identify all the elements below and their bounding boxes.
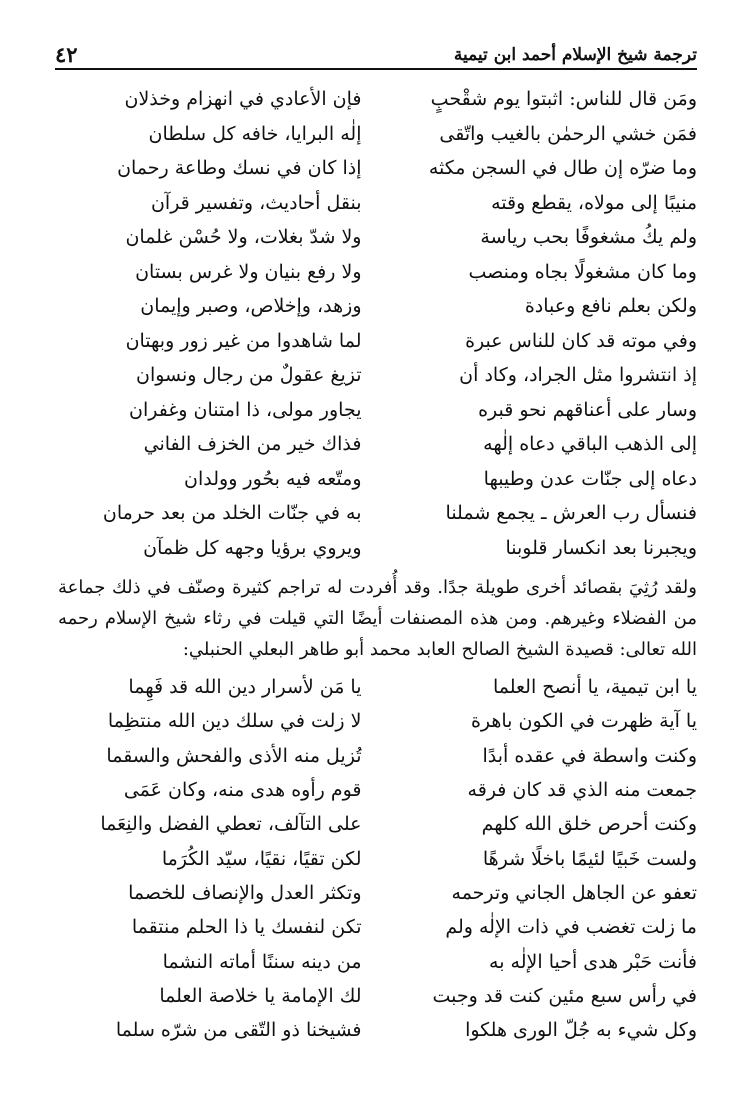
- verse-first-hemistich: ما زلت تغضب في ذات الإلٰه ولم: [445, 916, 697, 939]
- verse-second-hemistich: لكن تقيًا، نقيًا، سيّد الكُرَما: [161, 847, 362, 870]
- verse-second-hemistich: إذا كان في نسك وطاعة رحمان: [117, 157, 362, 180]
- verse-first-hemistich: فمَن خشي الرحمٰن بالغيب واتّقى: [439, 122, 697, 145]
- verse-first-hemistich: وسار على أعناقهم نحو قبره: [478, 398, 697, 421]
- verse-first-hemistich: وكنت أحرص خلق الله كلهم: [481, 813, 697, 836]
- verse-first-hemistich: ولم يكُ مشغوفًا بحب رياسة: [480, 226, 697, 249]
- verse-first-hemistich: وكل شيء به جُلّ الورى هلكوا: [465, 1019, 697, 1042]
- verse-first-hemistich: فنسأل رب العرش ـ يجمع شملنا: [445, 502, 697, 525]
- verse-second-hemistich: وزهد، وإخلاص، وصبر وإيمان: [140, 295, 362, 318]
- verse-first-hemistich: إلى الذهب الباقي دعاه إلٰهه: [483, 433, 697, 456]
- verse-second-hemistich: من دينه سننًا أماته النشما: [162, 950, 362, 973]
- running-title: ترجمة شيخ الإسلام أحمد ابن تيمية: [453, 45, 697, 65]
- verse-first-hemistich: ومَن قال للناس: اثبتوا يوم شقْحبٍ: [430, 88, 697, 111]
- verse-first-hemistich: ويجبرنا بعد انكسار قلوبنا: [505, 536, 697, 559]
- verse-second-hemistich: يا مَن لأسرار دين الله قد فَهِما: [128, 676, 362, 699]
- verse-first-hemistich: يا آية ظهرت في الكون باهرة: [470, 710, 697, 733]
- verse-second-hemistich: تزيغ عقولٌ من رجال ونسوان: [135, 364, 362, 387]
- verse-second-hemistich: ويروي برؤيا وجهه كل ظمآن: [143, 536, 362, 559]
- verse-second-hemistich: على التآلف، تعطي الفضل والنِعَما: [100, 813, 362, 836]
- verse-first-hemistich: ولكن بعلم نافع وعبادة: [524, 295, 697, 318]
- verse-first-hemistich: وما كان مشغولًا بجاه ومنصب: [468, 260, 697, 283]
- prose-text: ولقد رُثِيَ بقصائد أخرى طويلة جدًا. وقد أُفردت له تراجم كثيرة وصنّف في ذلك جماعة من الفضلاء وغيرهم. ومن هذه المصنفات أيضًا التي قيلت في رثاء شيخ الإسلام رحمه الله تعالى: قصيدة الشيخ الصالح العابد محمد أبو طاهر البعلي الحنبلي:: [58, 577, 697, 660]
- verse-second-hemistich: بنقل أحاديث، وتفسير قرآن: [150, 191, 362, 214]
- verse-second-hemistich: فإن الأعادي في انهزام وخذلان: [124, 88, 362, 111]
- prose-paragraph: [58, 572, 697, 665]
- verse-second-hemistich: ولا شدّ بغلات، ولا حُسْن غلمان: [125, 226, 362, 249]
- verse-second-hemistich: قوم رأوه هدى منه، وكان عَمَى: [123, 779, 362, 802]
- verse-first-hemistich: دعاه إلى جنّات عدن وطيبها: [483, 467, 697, 490]
- elegy-poem: [58, 82, 697, 565]
- verse-first-hemistich: ولست خَبيًا لئيمًا باخلًا شرهًا: [482, 847, 697, 870]
- verse-first-hemistich: في رأس سبع مئين كنت قد وجبت: [432, 984, 697, 1007]
- verse-second-hemistich: فشيخنا ذو التّقى من شرّه سلما: [115, 1019, 362, 1042]
- verse-second-hemistich: يجاور مولى، ذا امتنان وغفران: [129, 398, 362, 421]
- verse-first-hemistich: فأنت حَبْر هدى أحيا الإلٰه به: [489, 950, 697, 973]
- verse-second-hemistich: لك الإمامة يا خلاصة العلما: [159, 984, 362, 1007]
- verse-second-hemistich: لما شاهدوا من غير زور وبهتان: [125, 329, 362, 352]
- second-elegy-poem: [58, 670, 697, 1047]
- verse-first-hemistich: وما ضرّه إن طال في السجن مكثه: [428, 157, 697, 180]
- verse-first-hemistich: جمعت منه الذي قد كان فرقه: [467, 779, 697, 802]
- verse-first-hemistich: يا ابن تيمية، يا أنصح العلما: [492, 676, 697, 699]
- verse-first-hemistich: وفي موته قد كان للناس عبرة: [465, 329, 697, 352]
- verse-second-hemistich: تُزيل منه الأذى والفحش والسقما: [106, 744, 362, 767]
- page-header: [55, 38, 697, 70]
- page-number: ٤٢: [55, 42, 78, 67]
- verse-second-hemistich: لا زلت في سلك دين الله منتظِما: [107, 710, 362, 733]
- verse-second-hemistich: ولا رفع بنيان ولا غرس بستان: [135, 260, 362, 283]
- verse-second-hemistich: تكن لنفسك يا ذا الحلم منتقما: [131, 916, 362, 939]
- verse-first-hemistich: وكنت واسطة في عقده أبدًا: [482, 744, 697, 767]
- verse-second-hemistich: فذاك خير من الخزف الفاني: [143, 433, 362, 456]
- verse-first-hemistich: تعفو عن الجاهل الجاني وترحمه: [451, 881, 697, 904]
- verse-second-hemistich: وتكثر العدل والإنصاف للخصما: [128, 881, 362, 904]
- verse-second-hemistich: إلٰه البرايا، خافه كل سلطان: [148, 122, 362, 145]
- verse-first-hemistich: إذ انتشروا مثل الجراد، وكاد أن: [459, 364, 697, 387]
- verse-second-hemistich: ومتّعه فيه بحُور وولدان: [184, 467, 362, 490]
- verse-second-hemistich: به في جنّات الخلد من بعد حرمان: [102, 502, 362, 525]
- verse-first-hemistich: منيبًا إلى مولاه، يقطع وقته: [491, 191, 697, 214]
